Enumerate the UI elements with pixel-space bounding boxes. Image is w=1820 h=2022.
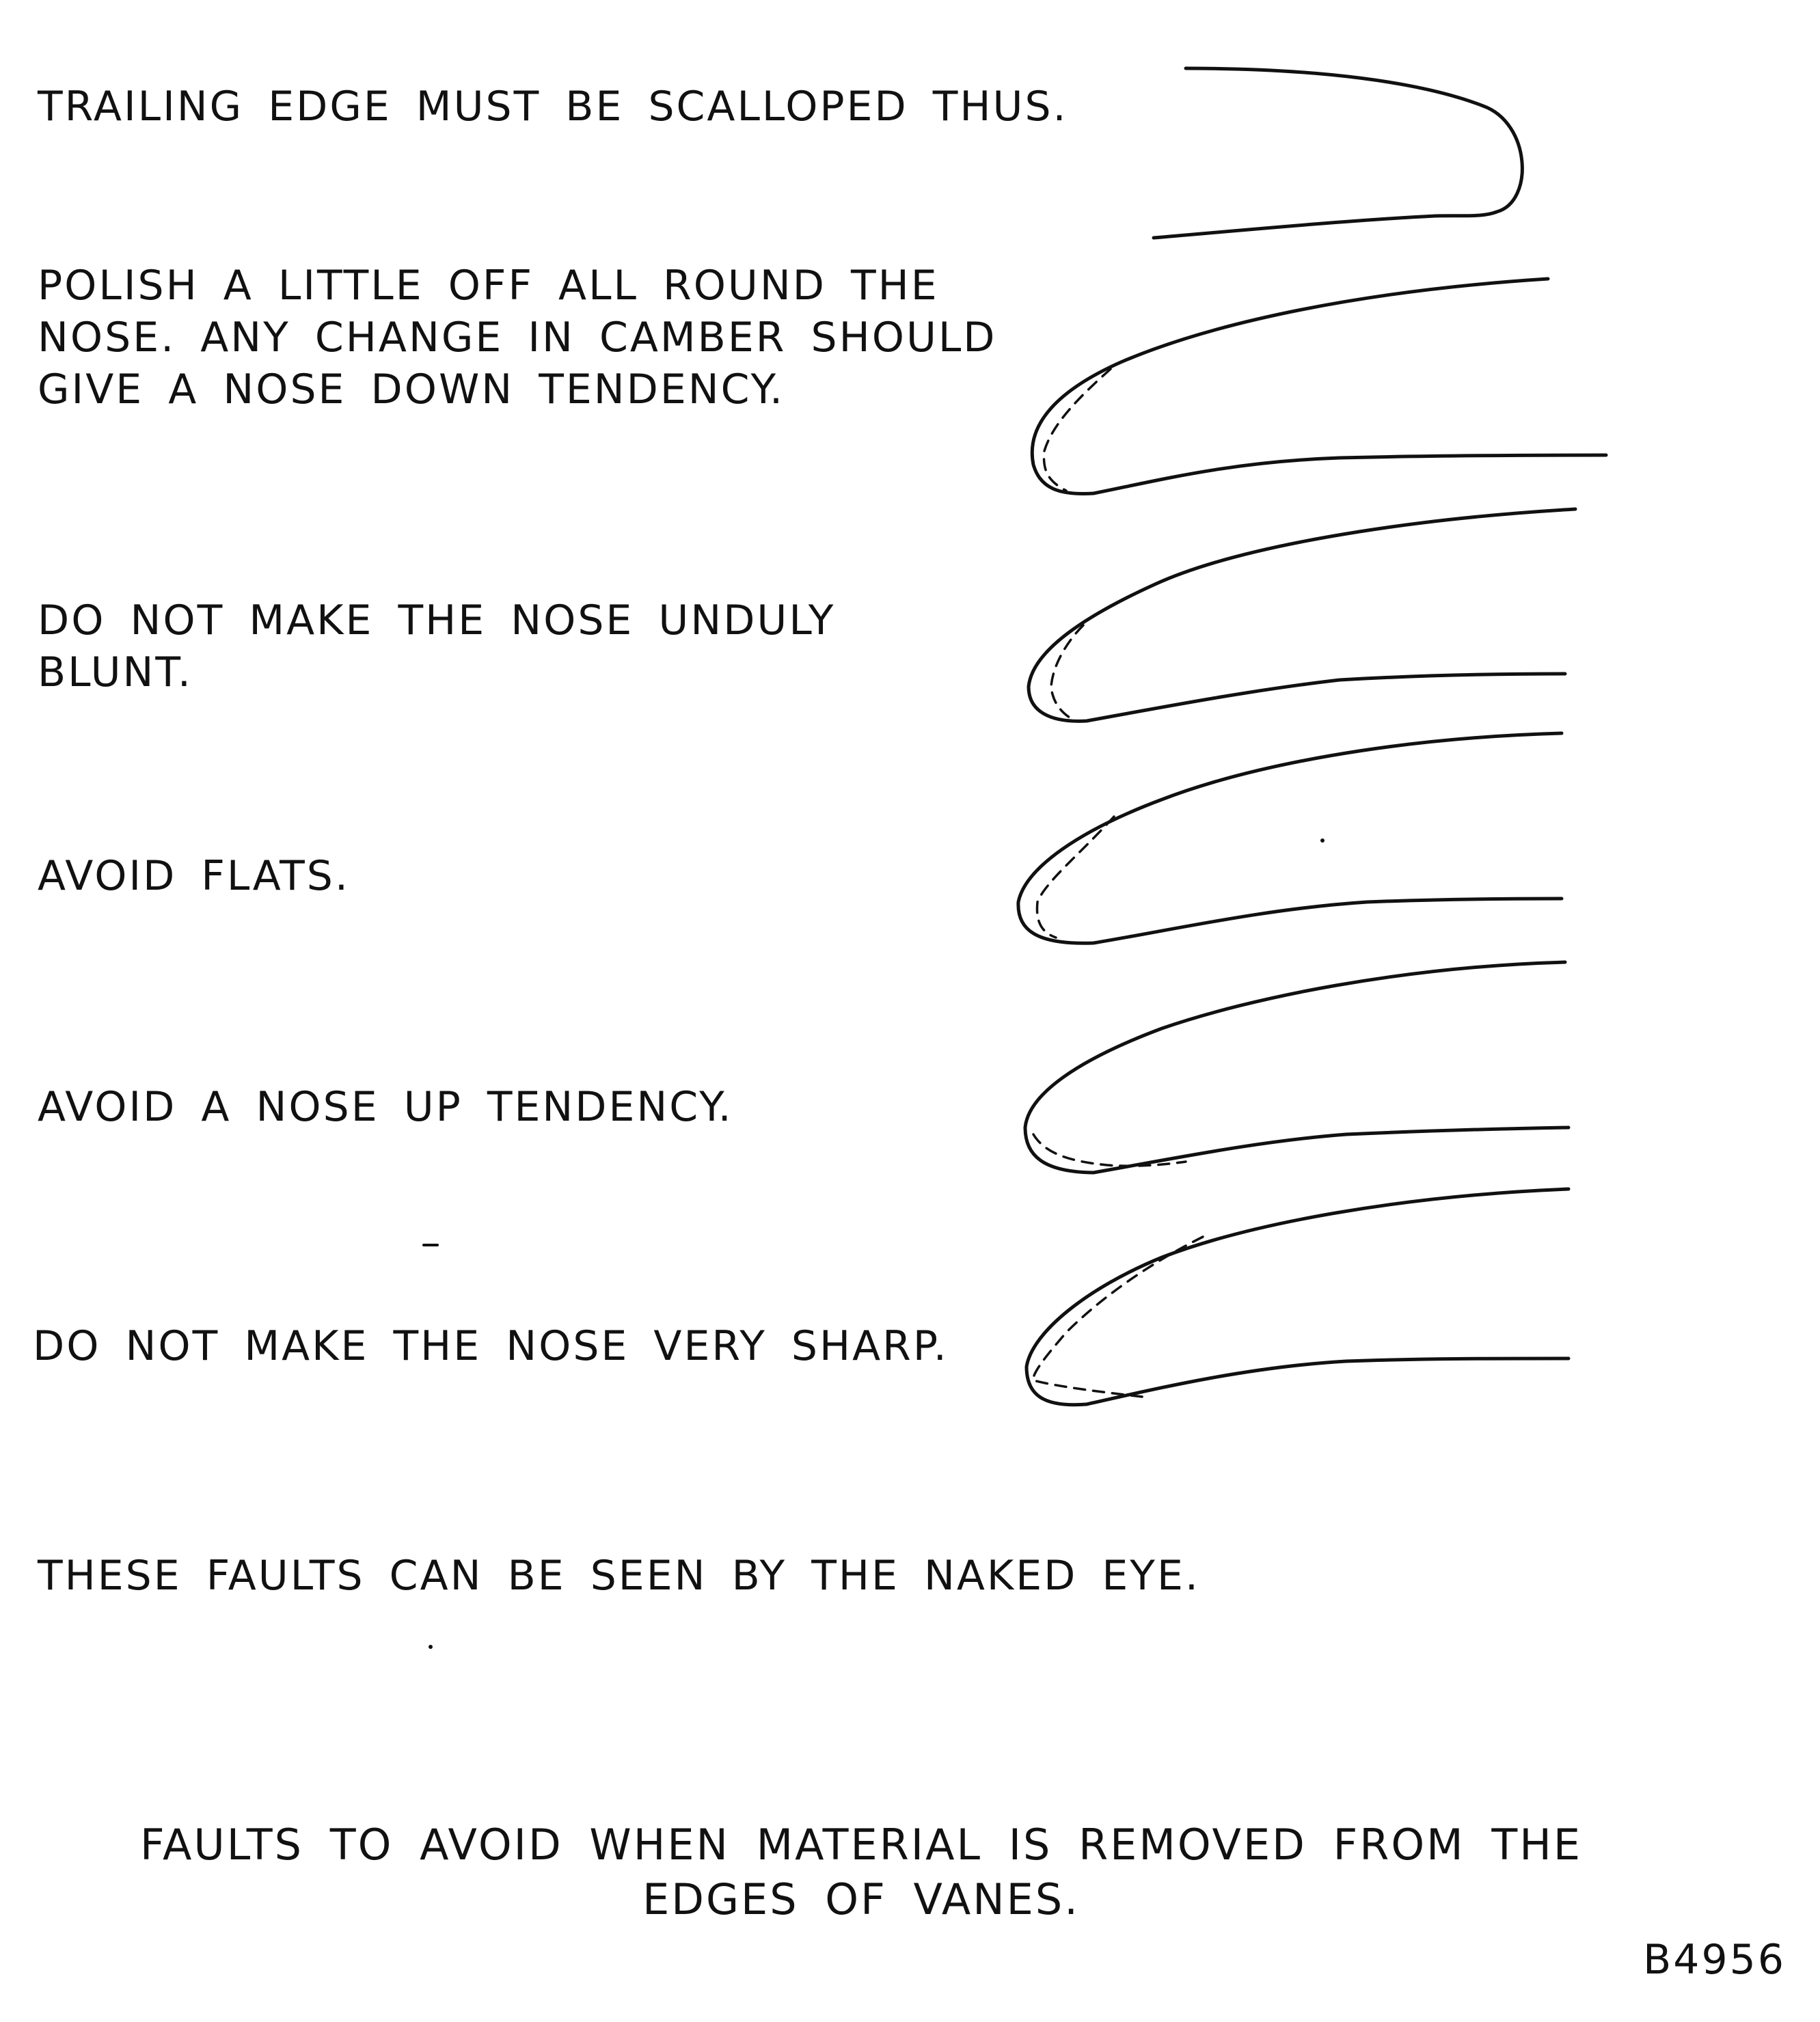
reference-code: B4956 [1643, 1936, 1786, 1984]
note-avoid-flats: AVOID FLATS. [38, 852, 350, 900]
scalloped-trailing-edge-profile [1154, 68, 1522, 238]
stray-marks [424, 838, 1325, 1649]
note-nose-sharp: DO NOT MAKE THE NOSE VERY SHARP. [33, 1322, 949, 1370]
note-blunt-line-1: DO NOT MAKE THE NOSE UNDULY [38, 597, 836, 644]
sharp-nose-profile [1027, 1189, 1568, 1405]
note-blunt-line-2: BLUNT. [38, 648, 193, 696]
caption-line-1: FAULTS TO AVOID WHEN MATERIAL IS REMOVED FROM THE [140, 1820, 1582, 1870]
nose-up-profile [1025, 962, 1568, 1173]
polished-nose-profile [1032, 279, 1606, 494]
caption-line-2: EDGES OF VANES. [642, 1874, 1080, 1924]
blunt-nose-profile [1029, 509, 1575, 721]
note-polish-line-2: NOSE. ANY CHANGE IN CAMBER SHOULD [38, 314, 997, 361]
note-polish-line-1: POLISH A LITTLE OFF ALL ROUND THE [38, 262, 939, 310]
note-nose-up: AVOID A NOSE UP TENDENCY. [38, 1083, 733, 1131]
note-trailing-edge: TRAILING EDGE MUST BE SCALLOPED THUS. [38, 83, 1068, 131]
note-naked-eye: THESE FAULTS CAN BE SEEN BY THE NAKED EYE. [38, 1552, 1200, 1600]
note-polish-line-3: GIVE A NOSE DOWN TENDENCY. [38, 366, 785, 413]
flats-profile [1018, 733, 1562, 943]
